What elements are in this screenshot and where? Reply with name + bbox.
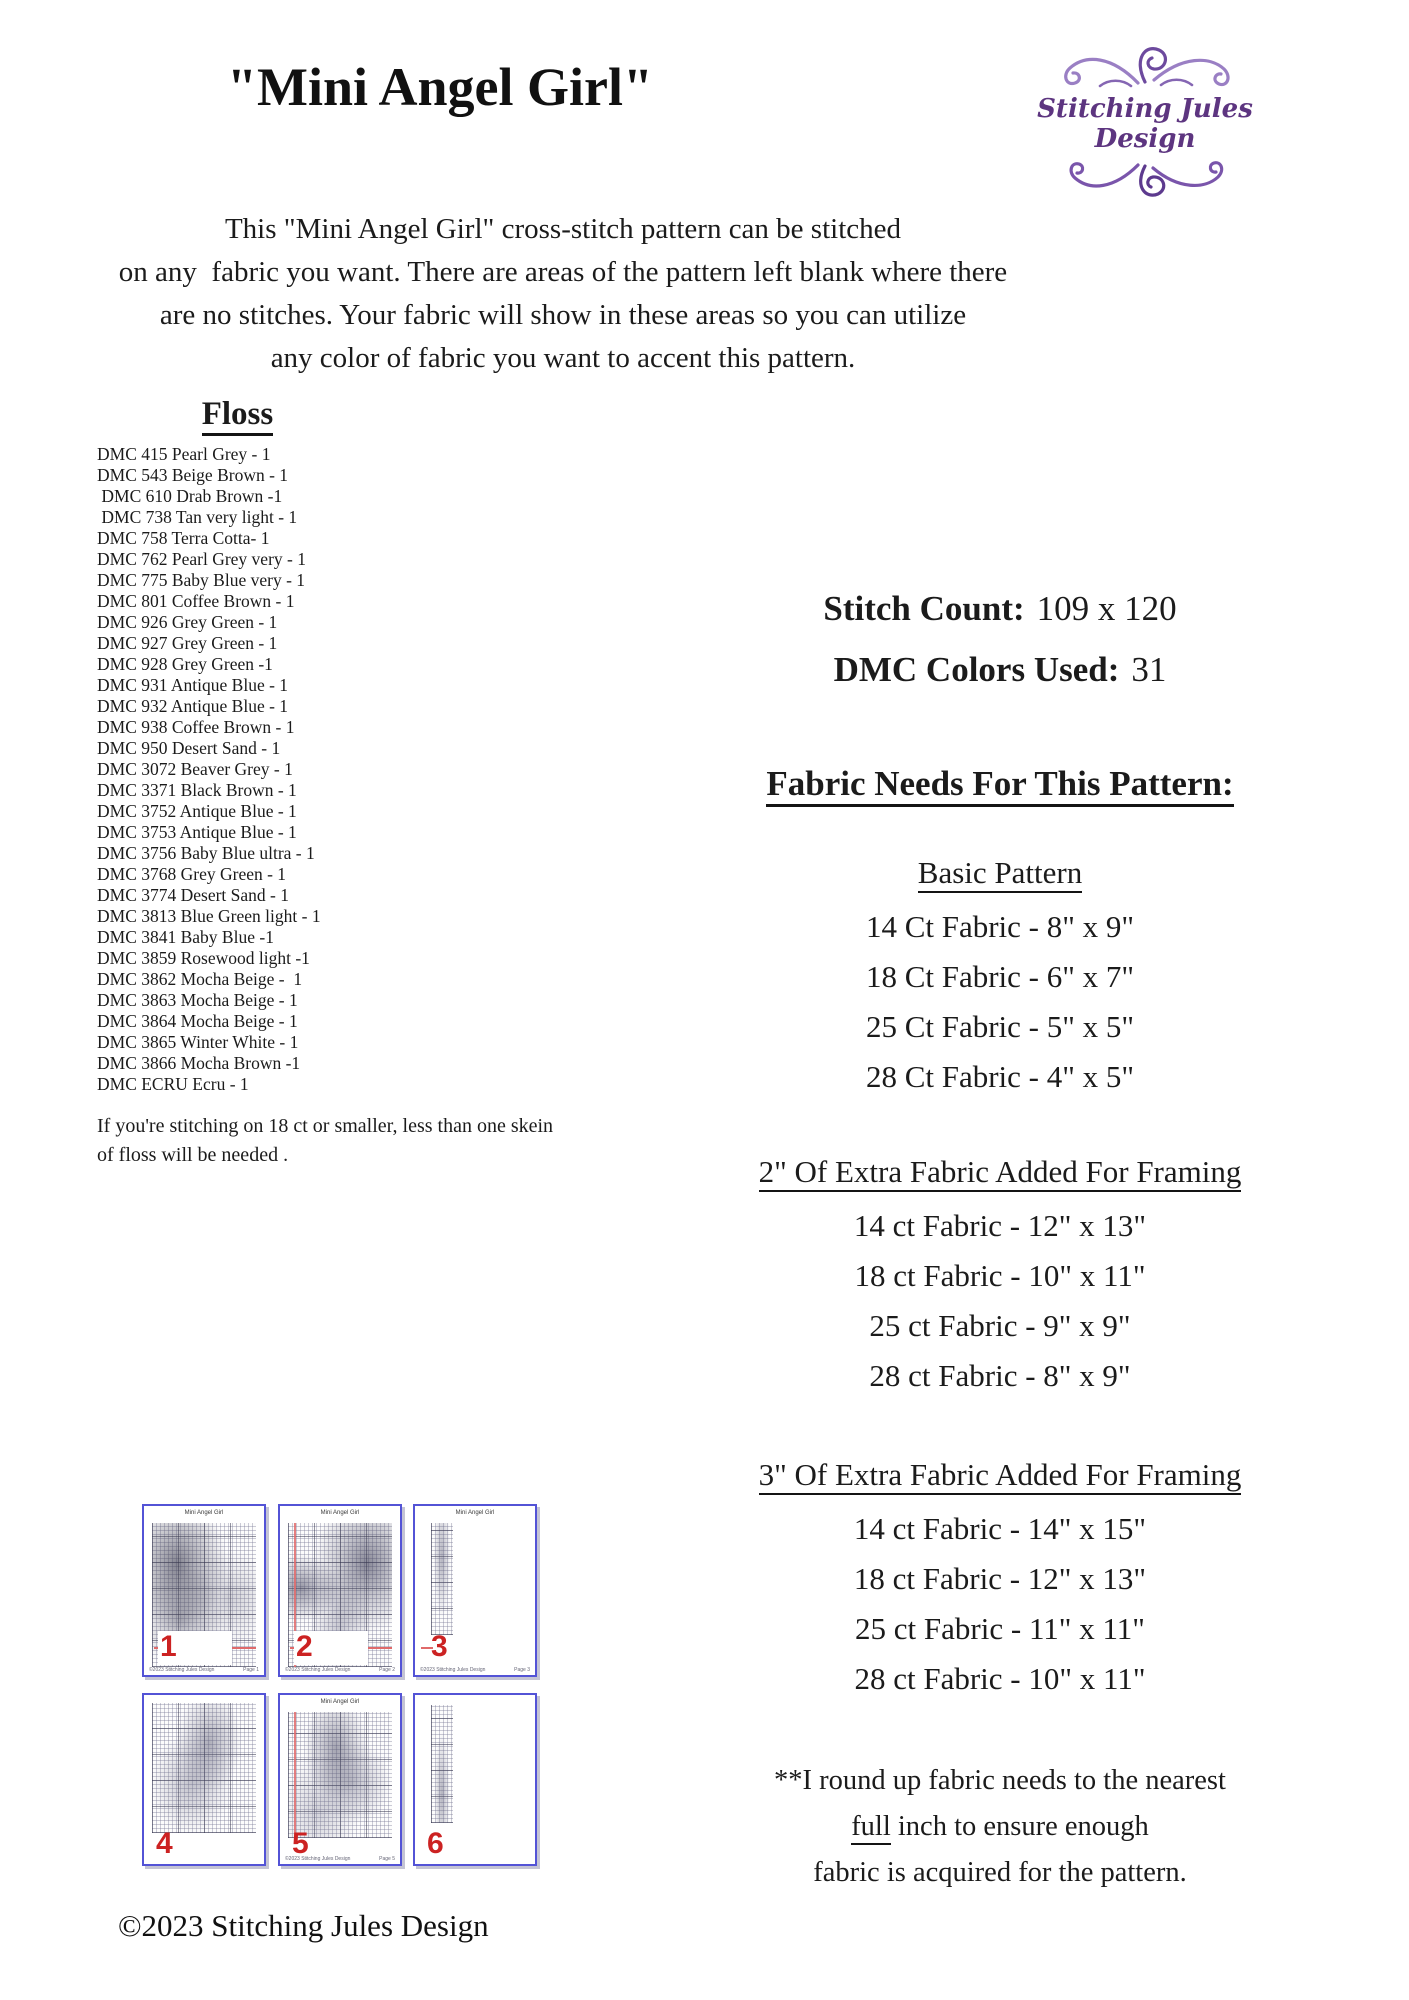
floss-item: DMC 3866 Mocha Brown -1 <box>97 1053 301 1073</box>
thumb-footer-copyright: ©2023 Stitching Jules Design <box>285 1856 351 1862</box>
floss-item: DMC 775 Baby Blue very - 1 <box>97 570 306 590</box>
footnote-line: **I round up fabric needs to the nearest <box>774 1765 1226 1796</box>
skein-note-line: of floss will be needed . <box>97 1144 289 1166</box>
floss-item: DMC 3864 Mocha Beige - 1 <box>97 1011 298 1031</box>
intro-paragraph <box>8 208 1118 380</box>
fabric-size-row: 28 ct Fabric - 8" x 9" <box>869 1358 1131 1393</box>
thumb-footer-page: Page 3 <box>514 1667 530 1673</box>
page-number: 6 <box>427 1827 444 1860</box>
floss-item: DMC 543 Beige Brown - 1 <box>97 465 289 485</box>
floss-item: DMC 931 Antique Blue - 1 <box>97 675 289 695</box>
thumb-footer <box>420 1667 530 1673</box>
page-number: 3 <box>431 1630 448 1663</box>
pattern-page-thumbnails <box>142 1504 562 1884</box>
floss-heading: Floss <box>60 396 415 436</box>
fabric-size-row: 14 ct Fabric - 12" x 13" <box>853 1208 1147 1243</box>
thumb-footer <box>285 1667 395 1673</box>
floss-item: DMC 3753 Antique Blue - 1 <box>97 822 297 842</box>
floss-item: DMC 3862 Mocha Beige - 1 <box>97 969 303 989</box>
copyright-text: ©2023 Stitching Jules Design <box>118 1908 489 1943</box>
floss-item: DMC 927 Grey Green - 1 <box>97 633 278 653</box>
floss-item: DMC 3752 Antique Blue - 1 <box>97 801 297 821</box>
brand-logo <box>990 38 1300 206</box>
thumb-footer-page: Page 2 <box>379 1667 395 1673</box>
intro-line: This "Mini Angel Girl" cross-stitch pattern can be stitched <box>224 213 902 245</box>
pattern-stats <box>600 578 1400 700</box>
pattern-page-thumbnail-5 <box>278 1693 402 1866</box>
flourish-top-icon <box>1030 38 1260 94</box>
floss-item: DMC 3813 Blue Green light - 1 <box>97 906 321 926</box>
page-number: 2 <box>296 1630 313 1663</box>
floss-item: DMC 3371 Black Brown - 1 <box>97 780 297 800</box>
floss-item: DMC 938 Coffee Brown - 1 <box>97 717 295 737</box>
thumb-title: Mini Angel Girl <box>320 1699 360 1705</box>
colors-used-line <box>600 639 1400 700</box>
floss-item: DMC 3865 Winter White - 1 <box>97 1032 299 1052</box>
floss-item: DMC 3841 Baby Blue -1 <box>97 927 274 947</box>
fabric-size-row: 25 ct Fabric - 9" x 9" <box>869 1308 1131 1343</box>
fabric-section-3in-framing <box>600 1454 1400 1704</box>
floss-item: DMC 3774 Desert Sand - 1 <box>97 885 289 905</box>
intro-line: are no stitches. Your fabric will show in these areas so you can utilize <box>159 299 967 331</box>
floss-item: DMC 932 Antique Blue - 1 <box>97 696 289 716</box>
pattern-page-thumbnail-1 <box>142 1504 266 1677</box>
brand-name: Stitching Jules Design <box>1037 94 1253 154</box>
intro-line: any color of fabric you want to accent this pattern. <box>270 342 856 374</box>
floss-item: DMC 950 Desert Sand - 1 <box>97 738 281 758</box>
thumb-footer-page: Page 1 <box>243 1667 259 1673</box>
stitch-count-value: 109 x 120 <box>1036 589 1177 628</box>
floss-item: DMC 3863 Mocha Beige - 1 <box>97 990 298 1010</box>
chart-grid-preview <box>288 1712 392 1838</box>
thumb-footer-copyright: ©2023 Stitching Jules Design <box>149 1667 215 1673</box>
rounding-footnote <box>600 1758 1400 1896</box>
stitch-count-label: Stitch Count: <box>823 589 1025 628</box>
floss-item: DMC 610 Drab Brown -1 <box>97 486 283 506</box>
fabric-size-row: 18 ct Fabric - 10" x 11" <box>854 1258 1146 1293</box>
chart-grid-preview <box>431 1523 453 1635</box>
thumb-footer <box>285 1856 395 1862</box>
thumb-footer-copyright: ©2023 Stitching Jules Design <box>420 1667 486 1673</box>
fabric-size-row: 18 Ct Fabric - 6" x 7" <box>865 959 1135 994</box>
fabric-size-row: 28 Ct Fabric - 4" x 5" <box>865 1059 1135 1094</box>
page-number: 1 <box>160 1630 177 1663</box>
chart-grid-preview <box>431 1705 453 1823</box>
fabric-size-row: 14 ct Fabric - 14" x 15" <box>853 1511 1147 1546</box>
footnote-line: full inch to ensure enough <box>600 1804 1400 1850</box>
floss-item: DMC 3768 Grey Green - 1 <box>97 864 287 884</box>
fabric-size-row: 14 Ct Fabric - 8" x 9" <box>865 909 1135 944</box>
thumb-title: Mini Angel Girl <box>184 1510 224 1516</box>
floss-item: DMC ECRU Ecru - 1 <box>97 1074 249 1094</box>
floss-item: DMC 415 Pearl Grey - 1 <box>97 444 271 464</box>
pattern-page-thumbnail-3 <box>413 1504 537 1677</box>
thumb-footer <box>149 1667 259 1673</box>
fabric-section-heading: Basic Pattern <box>600 852 1400 894</box>
page-number: 4 <box>156 1827 173 1860</box>
pattern-page-thumbnail-6 <box>413 1693 537 1866</box>
fabric-size-row: 25 ct Fabric - 11" x 11" <box>855 1611 1145 1646</box>
floss-item: DMC 738 Tan very light - 1 <box>97 507 298 527</box>
fabric-size-row: 18 ct Fabric - 12" x 13" <box>853 1561 1147 1596</box>
skein-note <box>97 1112 567 1170</box>
pattern-page-thumbnail-4 <box>142 1693 266 1866</box>
skein-note-line: If you're stitching on 18 ct or smaller, less than one skein <box>97 1115 554 1137</box>
colors-used-value: 31 <box>1131 650 1167 689</box>
fabric-needs-heading: Fabric Needs For This Pattern: <box>600 764 1400 807</box>
thumb-footer-page: Page 5 <box>379 1856 395 1862</box>
thumb-footer-copyright: ©2023 Stitching Jules Design <box>285 1667 351 1673</box>
thumb-title: Mini Angel Girl <box>320 1510 360 1516</box>
pattern-page-thumbnail-2 <box>278 1504 402 1677</box>
floss-item: DMC 926 Grey Green - 1 <box>97 612 278 632</box>
stitch-count-line <box>600 578 1400 639</box>
page-number: 5 <box>292 1827 309 1860</box>
intro-line: on any fabric you want. There are areas of the pattern left blank where there <box>118 256 1008 288</box>
floss-list <box>97 444 527 1095</box>
fabric-size-row: 28 ct Fabric - 10" x 11" <box>854 1661 1146 1696</box>
fabric-size-rows <box>600 902 1400 1102</box>
floss-item: DMC 758 Terra Cotta- 1 <box>97 528 270 548</box>
red-center-line-vertical <box>294 1712 296 1838</box>
thumb-title: Mini Angel Girl <box>455 1510 495 1516</box>
floss-item: DMC 3072 Beaver Grey - 1 <box>97 759 293 779</box>
floss-item: DMC 3859 Rosewood light -1 <box>97 948 310 968</box>
fabric-size-rows <box>600 1504 1400 1704</box>
footnote-line: fabric is acquired for the pattern. <box>813 1857 1187 1888</box>
fabric-section-2in-framing <box>600 1151 1400 1401</box>
page-title: "Mini Angel Girl" <box>227 57 653 117</box>
floss-item: DMC 762 Pearl Grey very - 1 <box>97 549 306 569</box>
fabric-section-basic <box>600 852 1400 1102</box>
fabric-section-heading: 3" Of Extra Fabric Added For Framing <box>600 1454 1400 1496</box>
floss-item: DMC 3756 Baby Blue ultra - 1 <box>97 843 315 863</box>
fabric-section-heading: 2" Of Extra Fabric Added For Framing <box>600 1151 1400 1193</box>
colors-used-label: DMC Colors Used: <box>833 650 1120 689</box>
flourish-bottom-icon <box>1030 154 1260 206</box>
fabric-size-row: 25 Ct Fabric - 5" x 5" <box>865 1009 1135 1044</box>
floss-item: DMC 801 Coffee Brown - 1 <box>97 591 295 611</box>
fabric-size-rows <box>600 1201 1400 1401</box>
chart-grid-preview <box>152 1703 256 1833</box>
floss-item: DMC 928 Grey Green -1 <box>97 654 273 674</box>
